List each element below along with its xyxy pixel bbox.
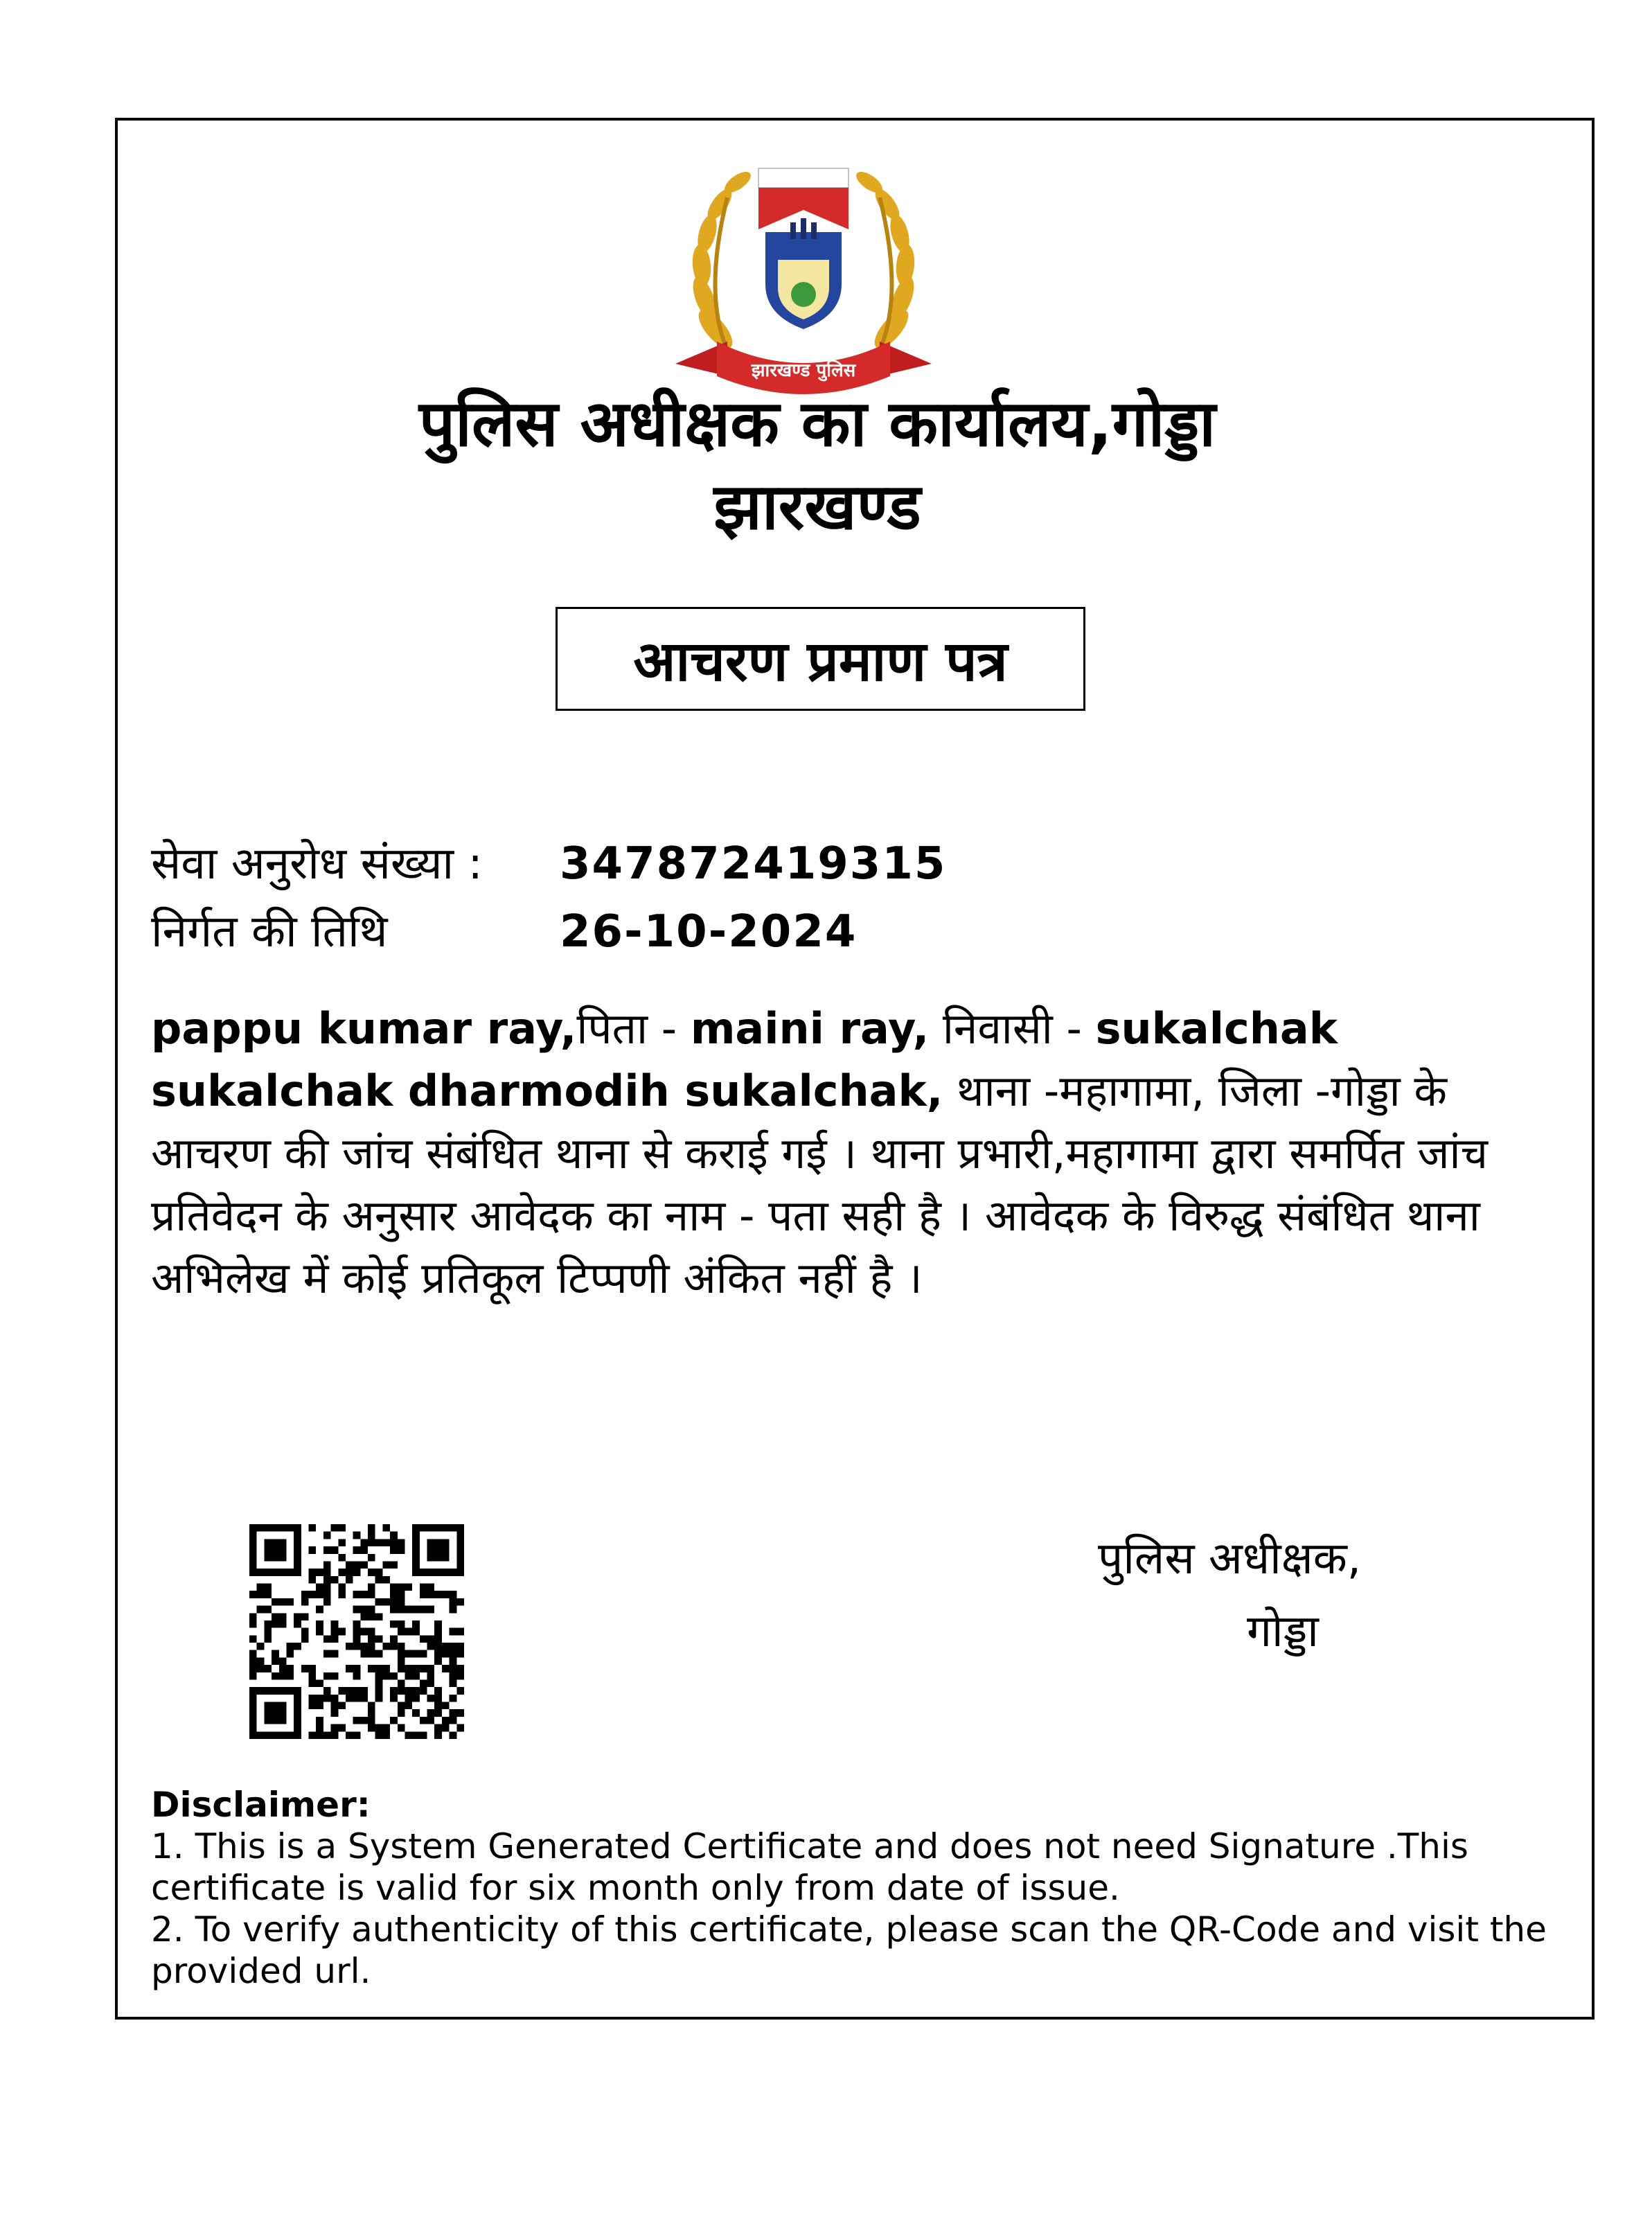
signatory-designation: पुलिस अधीक्षक, — [1098, 1533, 1362, 1584]
issue-date-value: 26-10-2024 — [560, 906, 858, 957]
father-name: maini ray, — [690, 1003, 930, 1054]
signatory-district: गोड्डा — [1247, 1606, 1319, 1657]
request-number-row — [151, 833, 946, 895]
certificate-title: आचरण प्रमाण पत्र — [556, 607, 1085, 711]
disclaimer-point-1: 1. This is a System Generated Certificate and does not need Signature .This certificate is valid for six month only from date of issue. — [151, 1826, 1468, 1908]
father-label: पिता - — [576, 1003, 691, 1054]
issue-date-row — [151, 901, 857, 963]
applicant-name: pappu kumar ray, — [151, 1003, 577, 1054]
certificate-body — [151, 998, 1578, 1309]
verification-qr-code[interactable] — [249, 1524, 464, 1739]
resident-label: निवासी - — [929, 1003, 1096, 1054]
request-number-value: 347872419315 — [560, 838, 947, 890]
jharkhand-police-emblem — [661, 156, 945, 405]
disclaimer-heading: Disclaimer: — [151, 1785, 371, 1825]
disclaimer-point-2: 2. To verify authenticity of this certificate, please scan the QR-Code and visit the provided url. — [151, 1909, 1547, 1991]
emblem-ribbon-text: झारखण्ड पुलिस — [751, 360, 856, 381]
certificate-statement: थाना -महागामा, जिला -गोड्डा के आचरण की जांच संबंधित थाना से कराई गई । थाना प्रभारी,महागामा द्वारा समर्पित जांच प्रतिवेदन के अनुसार आवेदक का नाम - पता सही है । आवेदक के विरुद्ध संबंधित थाना अभिलेख में कोई प्रतिकूल टिप्पणी अंकित नहीं है । — [151, 1066, 1488, 1303]
request-number-label: सेवा अनुरोध संख्या : — [151, 838, 483, 890]
office-title: पुलिस अधीक्षक का कार्यालय,गोड्डा — [418, 387, 1216, 461]
applicant-address: sukalchak sukalchak dharmodih sukalchak, — [151, 1003, 1338, 1116]
disclaimer-section — [151, 1784, 1578, 1992]
issue-date-label: निर्गत की तिथि — [151, 906, 388, 957]
office-state: झारखण्ड — [713, 470, 921, 544]
